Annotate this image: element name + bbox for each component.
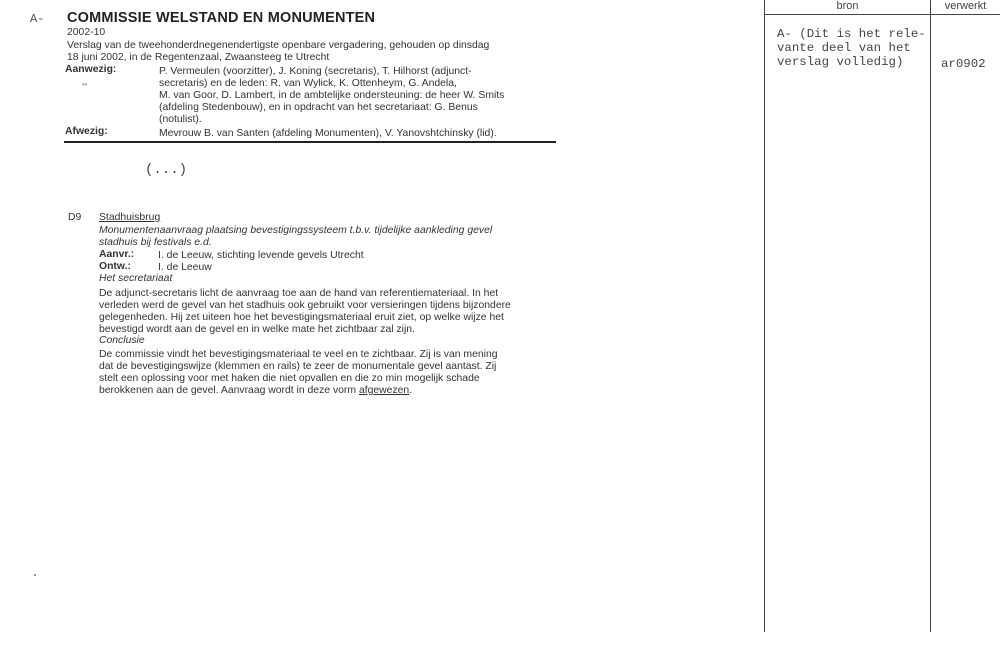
document-title: COMMISSIE WELSTAND EN MONUMENTEN: [67, 10, 376, 26]
conclusion-line: dat de bevestigingswijze (klemmen en rails) te zeer de monumentale gevel aantast. Zij: [99, 361, 497, 372]
conclusion-line: berokkenen aan de gevel. Aanvraag wordt in deze vorm: [99, 385, 357, 396]
absent-label: Afwezig:: [65, 126, 108, 137]
secretariat-line: bevestigd wordt aan de gevel en in welke mate het zichtbaar zal zijn.: [99, 324, 415, 335]
present-label: Aanwezig:: [65, 64, 117, 75]
secretariat-heading: Het secretariaat: [99, 273, 173, 284]
item-subject: Monumentenaanvraag plaatsing bevestigingssysteem t.b.v. tijdelijke aankleding gevel: [99, 225, 493, 236]
table-border-middle: [930, 0, 931, 632]
conclusion-heading: Conclusie: [99, 335, 145, 346]
conclusion-line: De commissie vindt het bevestigingsmateriaal te veel en te zichtbaar. Zij is van mening: [99, 349, 498, 360]
document-number: 2002-10: [67, 27, 106, 38]
divider: [64, 141, 556, 143]
source-note-line: vante deel van het: [777, 41, 911, 55]
item-title: Stadhuisbrug: [99, 212, 161, 223]
processed-code: ar0902: [941, 57, 986, 71]
ellipsis: (...): [145, 162, 188, 178]
present-line: (notulist).: [159, 114, 202, 125]
intro-line: 18 juni 2002, in de Regentenzaal, Zwaansteeg te Utrecht: [67, 52, 330, 63]
source-note-line: A- (Dit is het rele-: [777, 27, 926, 41]
scan-speck: [34, 574, 36, 576]
applicant-value: I. de Leeuw, stichting levende gevels Utrecht: [158, 250, 364, 261]
table-header-rule: [765, 14, 1000, 15]
section-marker: A-: [30, 12, 45, 26]
applicant-label: Aanvr.:: [99, 249, 135, 260]
secretariat-line: verleden werd de gevel van het stadhuis ook gebruikt voor versieringen tijdens bijzondere: [99, 300, 511, 311]
conclusion-line: stelt een oplossing voor met haken die niet opvallen en die zo min mogelijk schade: [99, 373, 480, 384]
present-line: P. Vermeulen (voorzitter), J. Koning (secretaris), T. Hilhorst (adjunct-: [159, 66, 472, 77]
present-line: secretaris) en de leden: R. van Wylick, K. Ottenheym, G. Andela,: [159, 78, 457, 89]
absent-text: Mevrouw B. van Santen (afdeling Monumenten), V. Yanovshtchinsky (lid).: [159, 128, 497, 139]
item-subject: stadhuis bij festivals e.d.: [99, 237, 212, 248]
table-border-left: [764, 0, 765, 632]
present-line: M. van Goor, D. Lambert, in de ambtelijke ondersteuning: de heer W. Smits: [159, 90, 505, 101]
verdict: afgewezen: [358, 385, 410, 396]
secretariat-line: gelegenheden. Hij zet uiteen hoe het bevestigingsmateriaal eruit ziet, op welke wijze het: [99, 312, 504, 323]
item-code: D9: [68, 212, 82, 223]
intro-line: Verslag van de tweehonderdnegenendertigste openbare vergadering, gehouden op dinsdag: [67, 40, 490, 51]
column-header-verwerkt: verwerkt: [944, 0, 987, 12]
source-note: [777, 27, 926, 69]
column-header-bron: bron: [836, 0, 859, 12]
designer-value: I. de Leeuw: [158, 262, 212, 273]
conclusion-last-line: [99, 385, 412, 397]
secretariat-line: De adjunct-secretaris licht de aanvraag toe aan de hand van referentiemateriaal. In het: [99, 288, 499, 299]
present-line: (afdeling Stedenbouw), en in opdracht van het secretariaat: G. Benus: [159, 102, 478, 113]
verdict-end: .: [409, 385, 413, 396]
scan-mark: ••: [82, 80, 88, 89]
designer-label: Ontw.:: [99, 261, 131, 272]
source-note-line: verslag volledig): [777, 55, 904, 69]
